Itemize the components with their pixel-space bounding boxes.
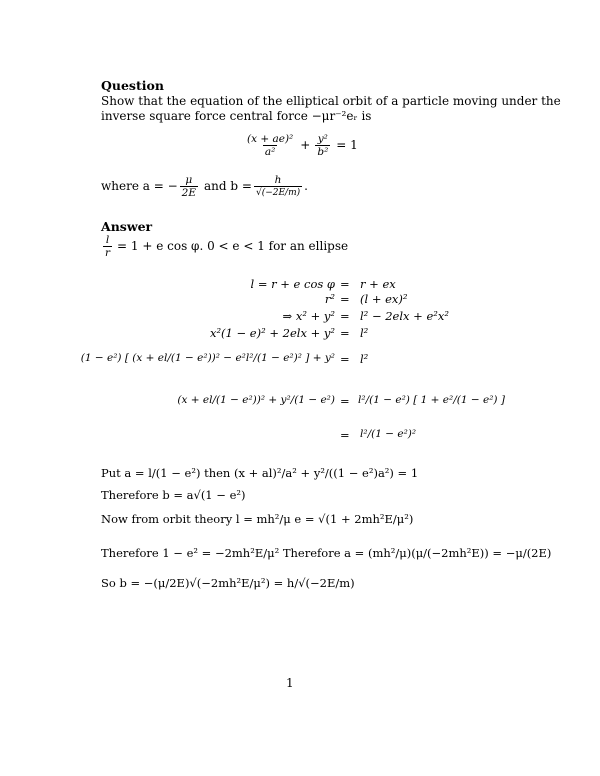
row-1-lhs: l = r + e cos φ [250, 277, 335, 291]
a-fraction-denominator: 2E [181, 186, 197, 199]
page-number: 1 [286, 676, 294, 690]
where-line: where a = − $\frac{\mu}{2E}$ and b = $\frac{h}{√(-2E/m)}$ . [101, 173, 308, 199]
row-7-rhs: l²/(1 − e²)² [360, 428, 417, 440]
put-a-line: Put a = l/(1 − e²) then (x + al)²/a² + y²/((1 − e²)a²) = 1 [101, 466, 419, 480]
ellipse-rhs: = 1 [336, 137, 358, 152]
ellipse-term-1-denominator: a² [264, 145, 276, 158]
row-6-rhs: l²/(1 − e²) [ 1 + e²/(1 − e²) ] [358, 394, 505, 406]
row-4-rhs: l² [360, 326, 369, 340]
b-fraction-numerator: h [274, 173, 282, 186]
row-2-rhs: (l + ex)² [360, 292, 408, 306]
b-fraction-denominator: √(−2E/m) [255, 187, 301, 198]
question-line-2: inverse square force central force −μr⁻²eᵣ is [101, 109, 372, 123]
ellipse-equation: $\frac{\text{(x + ae)²}}{\text{a²}}$ + $\frac{\text{y²}}{\text{b²}}$ = 1 [247, 132, 358, 158]
row-4-rel: = [340, 326, 350, 340]
answer-heading: Answer [101, 219, 153, 234]
row-1-rhs: r + ex [360, 277, 396, 291]
orbit-theory-line: Now from orbit theory l = mh²/μ e = √(1 + 2mh²E/μ²) [101, 512, 414, 526]
therefore-a-line: Therefore 1 − e² = −2mh²E/μ² Therefore a = (mh²/μ)(μ/(−2mh²E)) = −μ/(2E) [101, 546, 552, 560]
row-3-rel: = [340, 309, 350, 323]
therefore-b-line: Therefore b = a√(1 − e²) [101, 488, 246, 502]
row-5-rel: = [340, 352, 350, 366]
a-fraction-numerator: μ [185, 173, 193, 186]
row-2-rel: = [340, 292, 350, 306]
ellipse-term-1 [245, 133, 295, 158]
and-b-text: and b = [204, 178, 252, 193]
polar-fraction-numerator: l [105, 233, 110, 246]
row-3-lhs: ⇒ x² + y² [282, 309, 335, 323]
row-5-lhs: (1 − e²) [ (x + el/(1 − e²))² − e²l²/(1 − e²)² ] + y² [80, 352, 335, 364]
where-text: where a = − [101, 178, 178, 193]
row-2-lhs: r² [324, 292, 335, 306]
row-3-rhs: l² − 2elx + e²x² [360, 309, 449, 323]
row-5-rhs: l² [360, 352, 369, 366]
ellipse-term-2-denominator: b² [317, 145, 329, 158]
b-fraction [254, 174, 302, 199]
ellipse-term-2 [315, 133, 330, 158]
polar-fraction-denominator: r [105, 246, 111, 259]
row-1-rel: = [340, 277, 350, 291]
polar-equation [101, 231, 348, 261]
row-7-rel: = [340, 428, 350, 442]
row-4-lhs: x²(1 − e)² + 2elx + y² [209, 326, 335, 340]
row-6-rel: = [340, 394, 350, 408]
question-heading: Question [101, 78, 164, 93]
so-b-line: So b = −(μ/2E)√(−2mh²E/μ²) = h/√(−2E/m) [101, 576, 355, 590]
a-fraction [180, 174, 198, 199]
polar-rest: = 1 + e cos φ. 0 < e < 1 for an ellipse [117, 238, 349, 253]
row-6-lhs: (x + el/(1 − e²))² + y²/(1 − e²) [177, 394, 335, 406]
ellipse-term-1-numerator: (x + ae)² [247, 132, 294, 145]
question-line-1: Show that the equation of the elliptical orbit of a particle moving under the [101, 94, 561, 108]
polar-fraction [103, 234, 112, 259]
ellipse-term-2-numerator: y² [317, 132, 328, 145]
